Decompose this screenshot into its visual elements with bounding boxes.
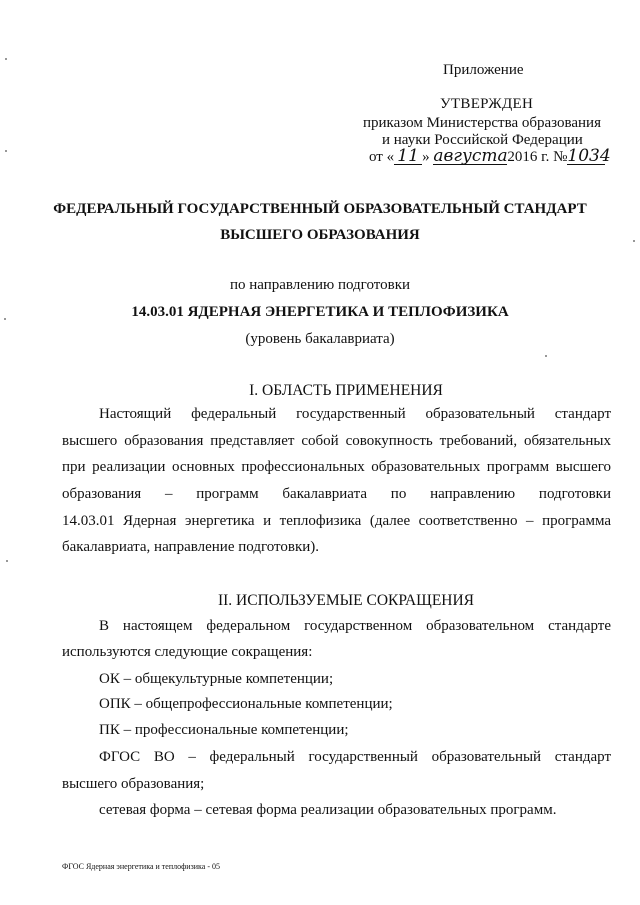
direction-intro: по направлению подготовки bbox=[229, 277, 411, 293]
document-title-line-1: ФЕДЕРАЛЬНЫЙ ГОСУДАРСТВЕННЫЙ ОБРАЗОВАТЕЛЬНЫЙ СТАНДАРТ bbox=[53, 201, 587, 217]
date-prefix: от « bbox=[369, 149, 395, 165]
paragraph-line: В настоящем федеральном государственном образовательном стандарте bbox=[99, 618, 611, 634]
direction-name: 14.03.01 ЯДЕРНАЯ ЭНЕРГЕТИКА И ТЕПЛОФИЗИКА bbox=[131, 304, 509, 320]
paragraph-line: при реализации основных профессиональных образовательных программ высшего bbox=[62, 459, 611, 475]
section-1-heading: I. ОБЛАСТЬ ПРИМЕНЕНИЯ bbox=[249, 382, 443, 399]
date-mid: » bbox=[422, 149, 430, 165]
date-day: 11 bbox=[394, 149, 422, 165]
order-number: 1034 bbox=[567, 146, 611, 166]
paragraph-line: Настоящий федеральный государственный образовательный стандарт bbox=[99, 406, 611, 422]
order-date-line bbox=[369, 146, 611, 166]
paragraph-line: используются следующие сокращения: bbox=[62, 644, 313, 660]
scan-speck bbox=[6, 560, 8, 562]
scan-speck bbox=[633, 240, 635, 242]
scan-speck bbox=[4, 318, 6, 320]
paragraph-line: 14.03.01 Ядерная энергетика и теплофизика (далее соответственно – программа bbox=[62, 513, 611, 529]
appendix-label: Приложение bbox=[443, 62, 524, 78]
order-line-1: приказом Министерства образования bbox=[363, 115, 601, 131]
date-month: августа bbox=[433, 146, 508, 166]
abbreviation-item: сетевая форма – сетевая форма реализации образовательных программ. bbox=[99, 802, 557, 818]
abbreviation-item: ОК – общекультурные компетенции; bbox=[99, 671, 334, 687]
date-year: 2016 г. № bbox=[507, 149, 568, 165]
order-line-2: и науки Российской Федерации bbox=[382, 132, 583, 148]
approved-label: УТВЕРЖДЕН bbox=[440, 96, 534, 112]
abbreviation-item: ОПК – общепрофессиональные компетенции; bbox=[99, 696, 393, 712]
paragraph-line: бакалавриата, направление подготовки). bbox=[62, 539, 320, 555]
scan-speck bbox=[5, 150, 7, 152]
section-2-heading: II. ИСПОЛЬЗУЕМЫЕ СОКРАЩЕНИЯ bbox=[217, 592, 475, 609]
scan-speck bbox=[5, 58, 7, 60]
page-footer: ФГОС Ядерная энергетика и теплофизика - 05 bbox=[62, 862, 220, 871]
abbreviation-item: ФГОС ВО – федеральный государственный образовательный стандарт bbox=[99, 749, 611, 765]
document-title-line-2: ВЫСШЕГО ОБРАЗОВАНИЯ bbox=[220, 227, 420, 243]
scan-speck bbox=[545, 355, 547, 357]
paragraph-line: образования – программ бакалавриата по направлению подготовки bbox=[62, 486, 611, 502]
abbreviation-item: ПК – профессиональные компетенции; bbox=[99, 722, 349, 738]
paragraph-line: высшего образования представляет собой совокупность требований, обязательных bbox=[62, 433, 611, 449]
paragraph-line: высшего образования; bbox=[62, 776, 205, 792]
education-level: (уровень бакалавриата) bbox=[245, 331, 395, 347]
